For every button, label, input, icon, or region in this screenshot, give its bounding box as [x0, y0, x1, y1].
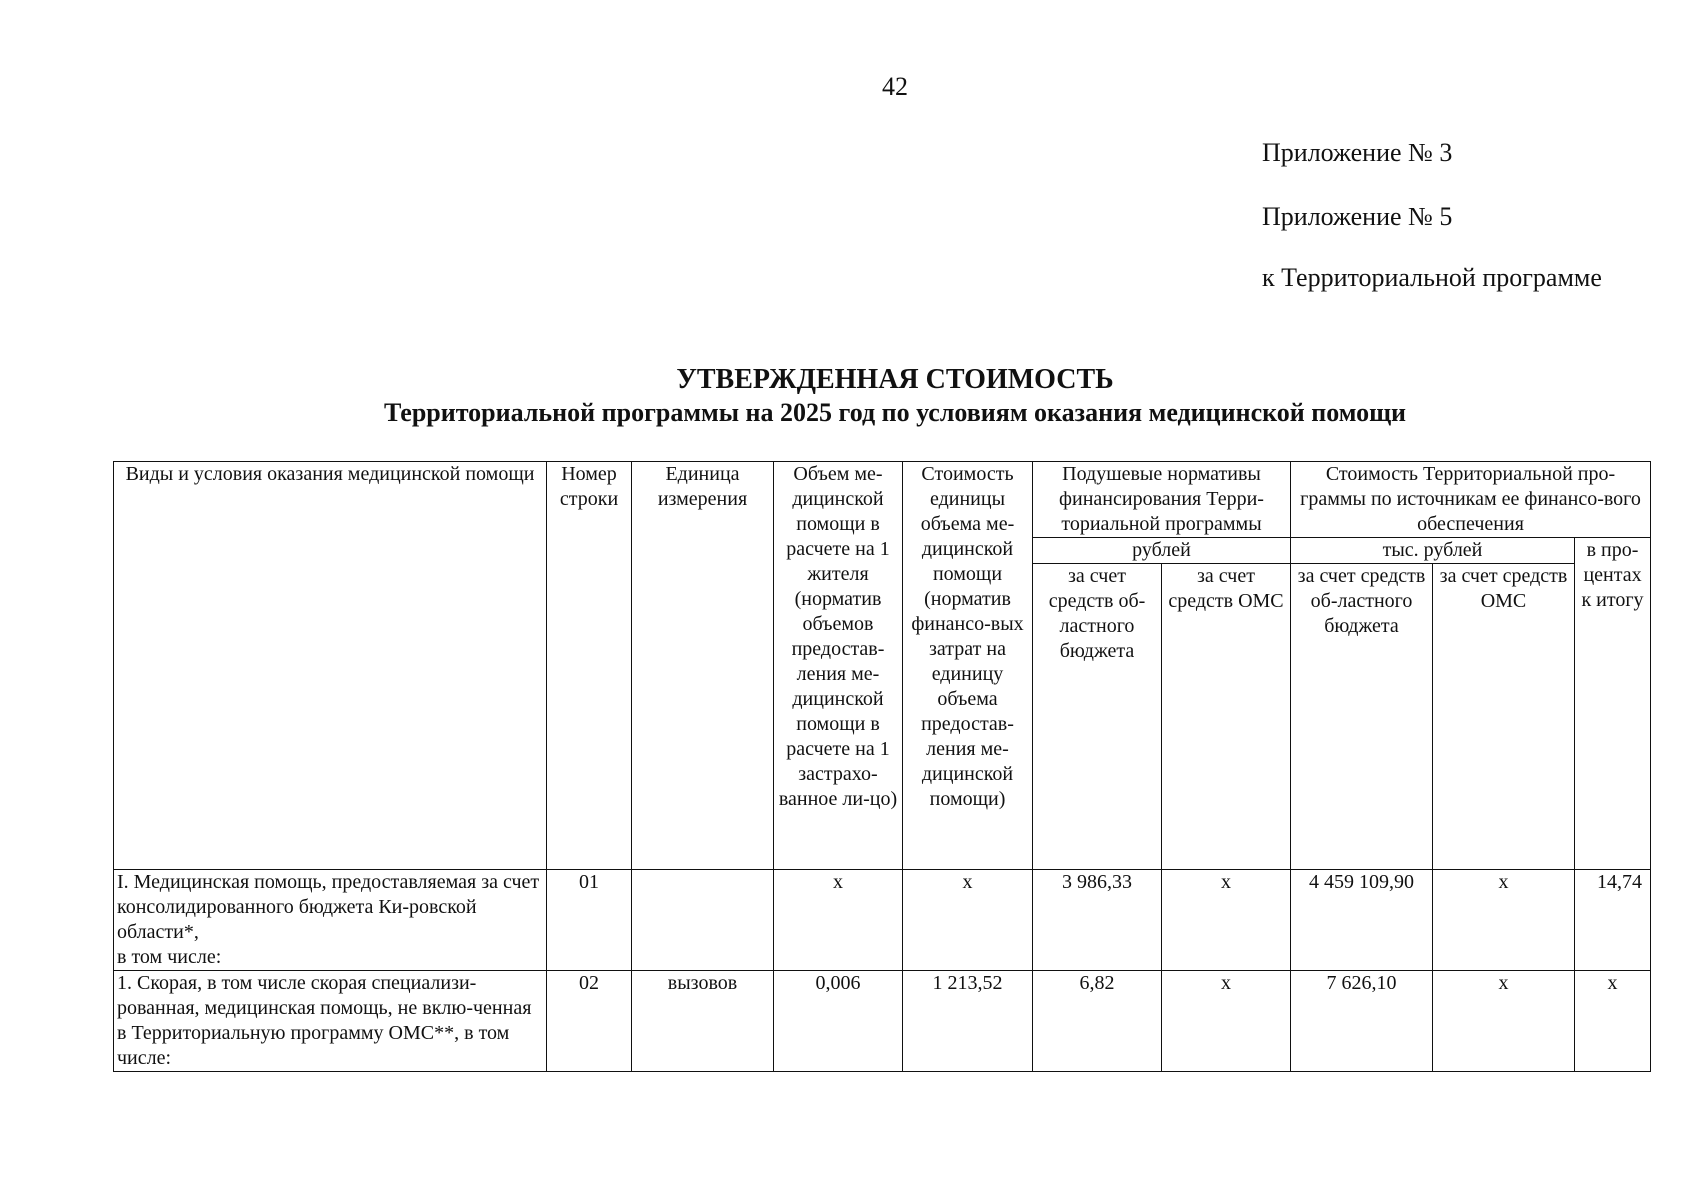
header-row-1	[114, 462, 1651, 538]
page-number: 42	[882, 72, 908, 101]
header-program-cost: Стоимость Территориальной про-граммы по источникам ее финансо-вого обеспечения	[1291, 462, 1651, 538]
row-cost: 1 213,52	[903, 971, 1033, 1072]
cost-table	[113, 461, 1651, 1072]
row-volume: x	[774, 870, 903, 971]
header-volume: Объем ме-дицинской помощи в расчете на 1 жителя (норматив объемов предостав-ления ме-дицинской помощи в расчете на 1 застрахо-ванное ли-цо)	[774, 462, 903, 870]
row-name: 1. Скорая, в том числе скорая специализи-рованная, медицинская помощь, не вклю-ченная в Территориальную программу ОМС**, в том числе:	[114, 971, 547, 1072]
header-oms-per-capita: за счет средств ОМС	[1162, 564, 1291, 870]
document-subtitle: Территориальной программы на 2025 год по условиям оказания медицинской помощи	[383, 398, 1407, 427]
appendix-line-2: Приложение № 5	[1262, 202, 1453, 231]
header-types: Виды и условия оказания медицинской помощи	[114, 462, 547, 870]
header-regional-budget-per-capita: за счет средств об-ластного бюджета	[1033, 564, 1162, 870]
header-percent: в про-центах к итогу	[1575, 538, 1651, 870]
header-oms-cost: за счет средств ОМС	[1433, 564, 1575, 870]
header-regional-budget-cost: за счет средств об-ластного бюджета	[1291, 564, 1433, 870]
row-per-capita-oms: x	[1162, 971, 1291, 1072]
row-cost-budget: 7 626,10	[1291, 971, 1433, 1072]
header-per-capita: Подушевые нормативы финансирования Терри-ториальной программы	[1033, 462, 1291, 538]
row-unit: вызовов	[632, 971, 774, 1072]
header-unit: Единица измерения	[632, 462, 774, 870]
table-row	[114, 870, 1651, 971]
document-title: УТВЕРЖДЕННАЯ СТОИМОСТЬ	[676, 364, 1114, 395]
row-percent: 14,74	[1575, 870, 1651, 971]
row-cost-oms: x	[1433, 971, 1575, 1072]
appendix-line-1: Приложение № 3	[1262, 138, 1453, 167]
row-cost-budget: 4 459 109,90	[1291, 870, 1433, 971]
table-row	[114, 971, 1651, 1072]
header-thousand-rubles: тыс. рублей	[1291, 538, 1575, 564]
row-unit	[632, 870, 774, 971]
row-per-capita-budget: 6,82	[1033, 971, 1162, 1072]
row-cost: x	[903, 870, 1033, 971]
row-per-capita-oms: x	[1162, 870, 1291, 971]
header-cost: Стоимость единицы объема ме-дицинской помощи (норматив финансо-вых затрат на единицу объема предостав-ления ме-дицинской помощи)	[903, 462, 1033, 870]
row-number: 01	[547, 870, 632, 971]
appendix-line-3: к Территориальной программе	[1262, 263, 1602, 292]
row-volume: 0,006	[774, 971, 903, 1072]
row-number: 02	[547, 971, 632, 1072]
row-cost-oms: x	[1433, 870, 1575, 971]
row-per-capita-budget: 3 986,33	[1033, 870, 1162, 971]
header-rubles: рублей	[1033, 538, 1291, 564]
row-percent: x	[1575, 971, 1651, 1072]
row-name: I. Медицинская помощь, предоставляемая за счет консолидированного бюджета Ки-ровской области*, в том числе:	[114, 870, 547, 971]
header-row-number: Номер строки	[547, 462, 632, 870]
